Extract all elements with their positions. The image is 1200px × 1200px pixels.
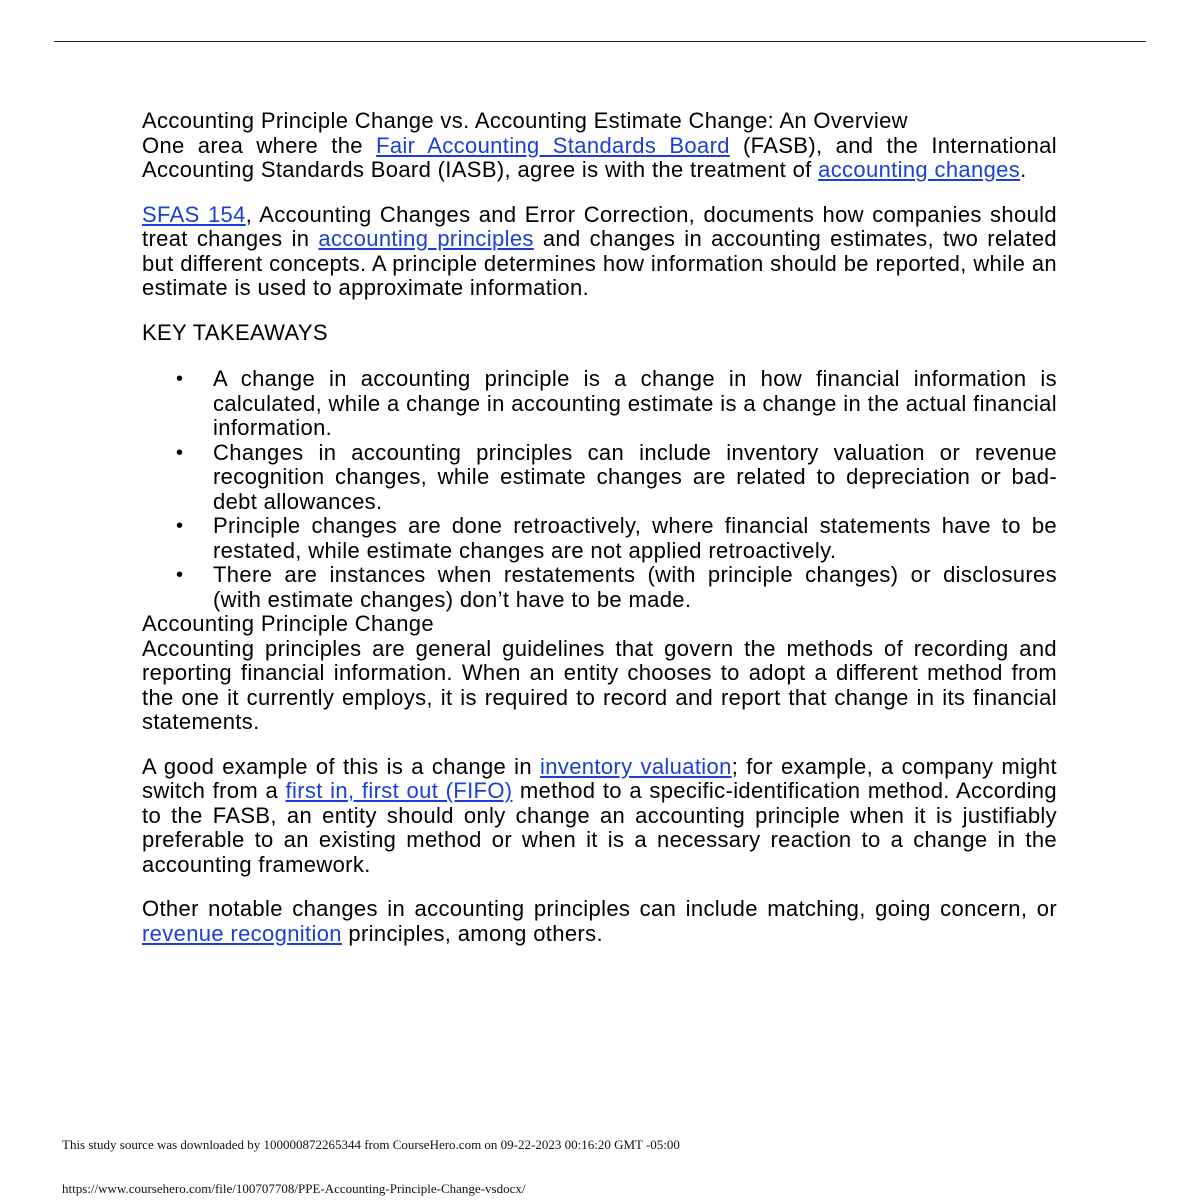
sfas-text-2: and changes in accounting estimates, two related but different concepts. A principle determines how information should be reported, while an estimate is used to approximate information. — [142, 226, 1058, 300]
intro-paragraph — [142, 134, 1057, 183]
sfas-154-link[interactable]: SFAS 154 — [142, 201, 246, 227]
fasb-link[interactable]: Fair Accounting Standards Board — [376, 132, 730, 158]
principle-change-heading: Accounting Principle Change — [142, 611, 434, 636]
header-divider — [54, 41, 1146, 42]
accounting-principles-link[interactable]: accounting principles — [318, 226, 534, 251]
list-item — [142, 367, 1057, 441]
principle-change-paragraph: Accounting principles are general guidelines that govern the methods of recording and reporting financial information. When an entity chooses to adopt a different method from the one it currently employs, it is required to record and report that change in its financial statements. — [142, 635, 1057, 734]
notable-changes-paragraph — [142, 897, 1057, 946]
list-item — [142, 563, 1057, 612]
intro-text-3: . — [1020, 157, 1027, 182]
example-text-2: ; for example, a company might switch from a — [142, 753, 1057, 803]
bullet-icon: • — [176, 441, 184, 464]
notable-text-1: Other notable changes in accounting principles can include matching, going concern, or — [142, 896, 1057, 921]
key-takeaways-list — [142, 367, 1057, 612]
revenue-recognition-link[interactable]: revenue recognition — [142, 920, 342, 946]
document-title: Accounting Principle Change vs. Accounting Estimate Change: An Overview — [142, 108, 908, 133]
list-item — [142, 514, 1057, 563]
intro-text-2: (FASB), and the International Accounting Standards Board (IASB), agree is with the treatment of — [142, 132, 1057, 182]
example-text-1: A good example of this is a change in — [142, 753, 541, 779]
bullet-icon: • — [176, 368, 184, 390]
inventory-example-paragraph — [142, 755, 1057, 878]
takeaway-text: A change in accounting principle is a change in how financial information is calculated, while a change in accounting estimate is a change in the actual financial information. — [213, 366, 1057, 440]
sfas-text-1: , Accounting Changes and Error Correction, documents how companies should treat changes in — [142, 201, 1057, 251]
bullet-icon: • — [176, 515, 184, 537]
key-takeaways-heading: KEY TAKEAWAYS — [142, 319, 328, 345]
sfas-paragraph — [142, 203, 1057, 301]
intro-text-1: One area where the — [142, 132, 377, 158]
download-notice: This study source was downloaded by 100000872265344 from CourseHero.com on 09-22-2023 00:16:20 GMT -05:00 — [62, 1137, 680, 1152]
notable-text-2: principles, among others. — [341, 920, 603, 946]
takeaway-text: Changes in accounting principles can include inventory valuation or revenue recognition changes, while estimate changes are related to depreciation or bad-debt allowances. — [213, 439, 1057, 514]
document-body — [142, 109, 1057, 946]
bullet-icon: • — [176, 564, 184, 586]
accounting-changes-link[interactable]: accounting changes — [818, 157, 1021, 182]
source-url[interactable]: https://www.coursehero.com/file/100707708/PPE-Accounting-Principle-Change-vsdocx/ — [62, 1181, 526, 1196]
example-text-3: method to a specific-identification method. According to the FASB, an entity should only change an accounting principle when it is justifiably preferable to an existing method or when it is a necessary reaction to a change in the accounting framework. — [142, 778, 1057, 877]
fifo-link[interactable]: first in, first out (FIFO) — [285, 778, 513, 803]
list-item — [142, 441, 1057, 515]
inventory-valuation-link[interactable]: inventory valuation — [540, 753, 732, 779]
takeaway-text: There are instances when restatements (with principle changes) or disclosures (with estimate changes) don’t have to be made. — [213, 562, 1057, 612]
takeaway-text: Principle changes are done retroactively, where financial statements have to be restated, while estimate changes are not applied retroactively. — [213, 513, 1057, 563]
